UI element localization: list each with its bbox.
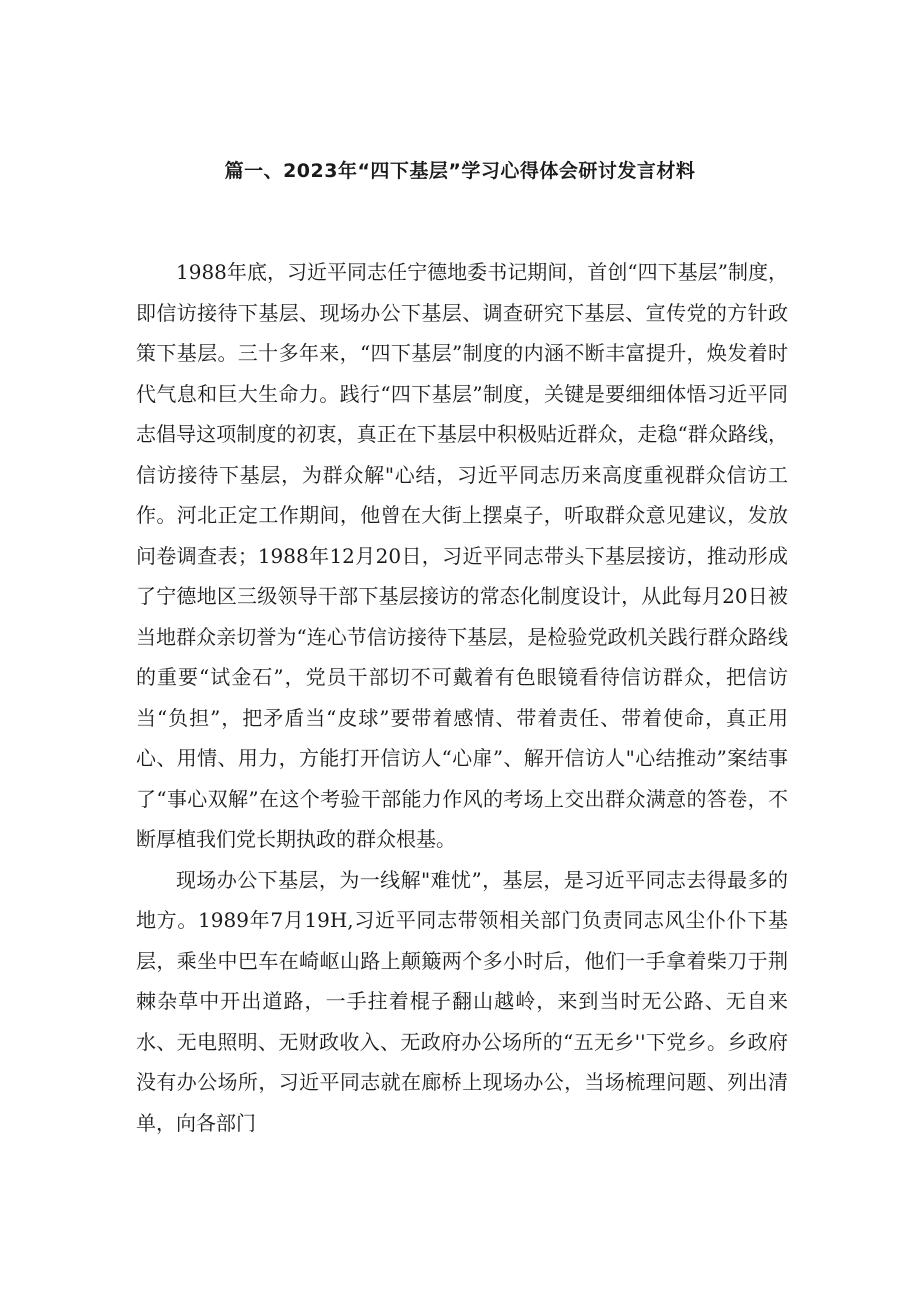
document-body [136,252,788,1143]
paragraph-2: 现场办公下基层，为一线解"难忧”，基层，是习近平同志去得最多的地方。1989年7月19H,习近平同志带领相关部门负责同志风尘仆仆下基层，乘坐中巴车在崎岖山路上颠簸两个多小时后，他们一手拿着柴刀于荆棘杂草中开出道路，一手拄着棍子翻山越岭，来到当时无公路、无自来水、无电照明、无财政收入、无政府办公场所的“五无乡''下党乡。乡政府没有办公场所，习近平同志就在廊桥上现场办公，当场梳理问题、列出清单，向各部门 [136,867,788,1135]
document-title: 篇一、2023年“四下基层”学习心得体会研讨发言材料 [224,160,696,182]
paragraph-1: 1988年底，习近平同志任宁德地委书记期间，首创“四下基层”制度，即信访接待下基层、现场办公下基层、调查研究下基层、宣传党的方针政策下基层。三十多年来，“四下基层”制度的内涵不断丰富提升，焕发着时代气息和巨大生命力。践行“四下基层”制度，关键是要细细体悟习近平同志倡导这项制度的初衷，真正在下基层中积极贴近群众，走稳“群众路线，信访接待下基层，为群众解"心结，习近平同志历来高度重视群众信访工作。河北正定工作期间，他曾在大街上摆桌子，听取群众意见建议，发放问卷调查表；1988年12月20日，习近平同志带头下基层接访，推动形成了宁德地区三级领导干部下基层接访的常态化制度设计，从此每月20日被当地群众亲切誉为“连心节信访接待下基层，是检验党政机关践行群众路线的重要“试金石”，党员干部切不可戴着有色眼镜看待信访群众，把信访当“负担”，把矛盾当“皮球”要带着感情、带着责任、带着使命，真正用心、用情、用力，方能打开信访人“心扉”、解开信访人"心结推动”案结事了“事心双解”在这个考验干部能力作风的考场上交出群众满意的答卷，不断厚植我们党长期执政的群众根基。 [136,260,788,851]
